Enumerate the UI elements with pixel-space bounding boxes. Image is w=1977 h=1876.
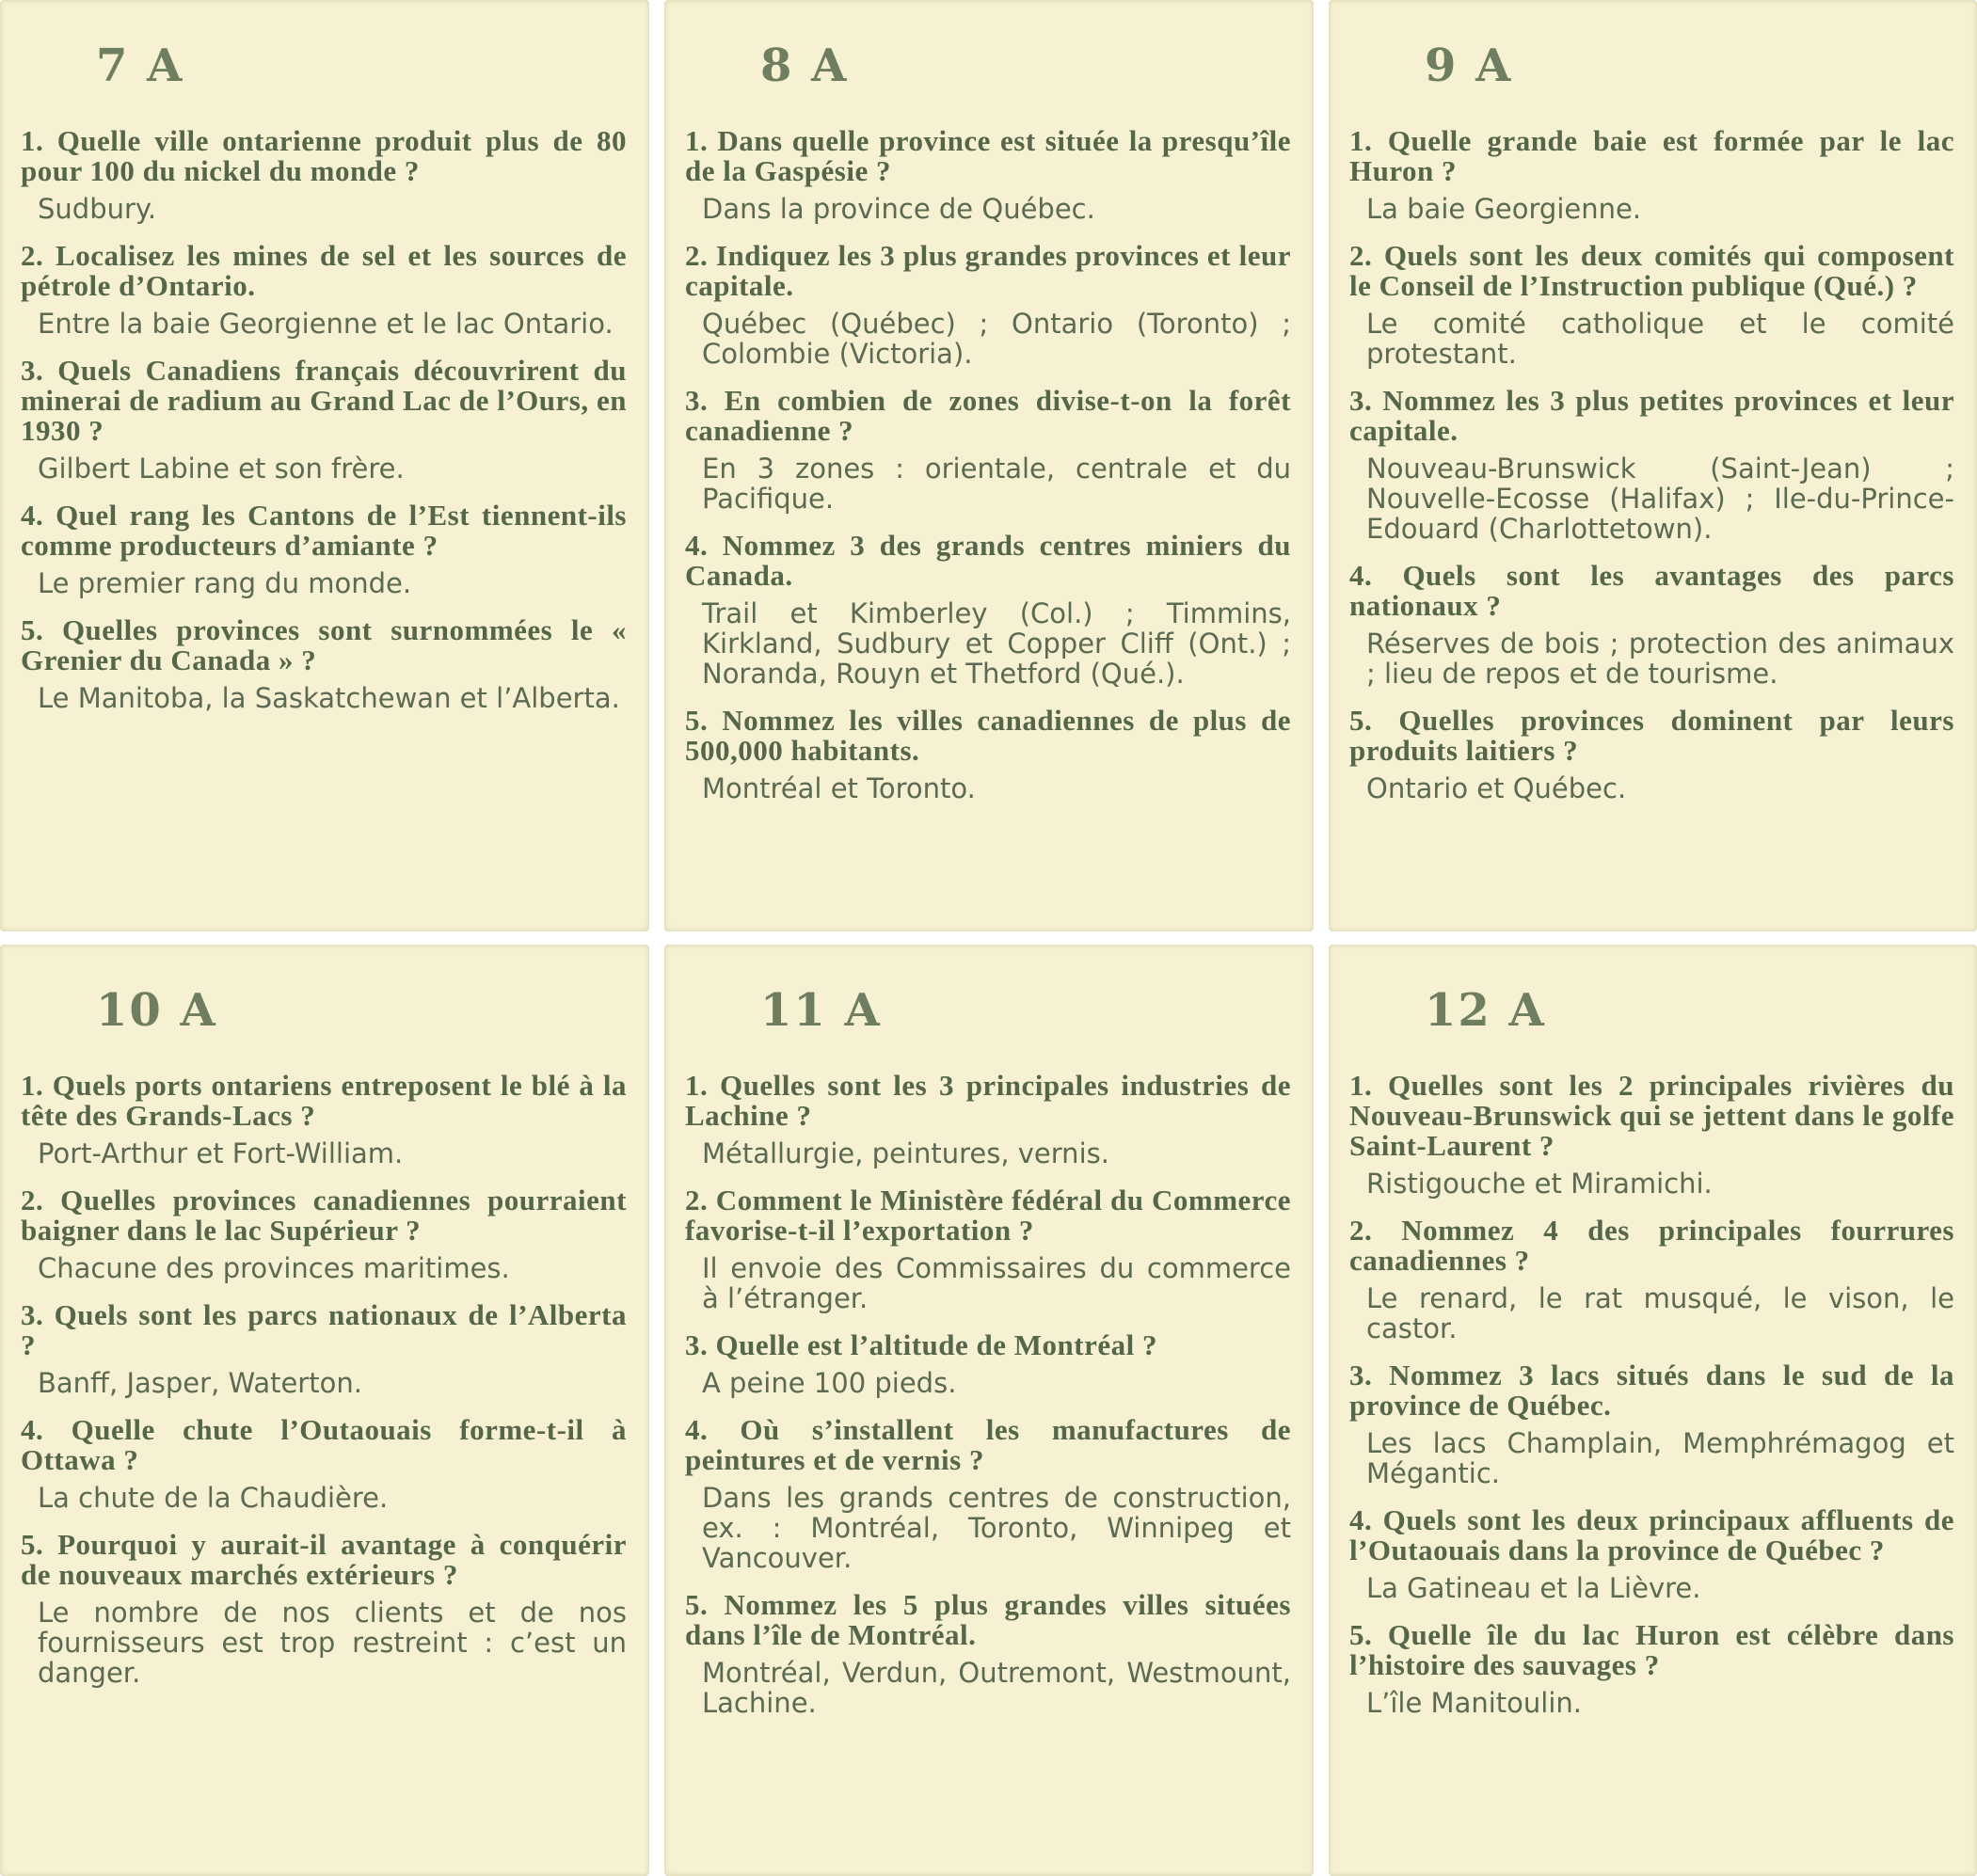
question: 2. Quels sont les deux comités qui composent le Conseil de l’Instruction publique (Qué.) ? (1349, 239, 1954, 302)
answer: Trail et Kimberley (Col.) ; Timmins, Kirkland, Sudbury et Copper Cliff (Ont.) ; Noranda, Rouyn et Thetford (Qué.). (702, 597, 1291, 690)
question: 5. Nommez les 5 plus grandes villes situées dans l’île de Montréal. (685, 1588, 1291, 1651)
qa-item (1349, 1071, 1954, 1199)
qa-item (21, 1185, 627, 1283)
card-9a (1329, 0, 1977, 931)
card-title: 8 A (760, 40, 849, 92)
answer: Réserves de bois ; protection des animaux ; lieu de repos et de tourisme. (1366, 628, 1954, 690)
question: 5. Nommez les villes canadiennes de plus de 500,000 habitants. (685, 704, 1291, 767)
question: 3. En combien de zones divise-t-on la forêt canadienne ? (685, 384, 1291, 447)
question: 2. Nommez 4 des principales fourrures canadiennes ? (1349, 1214, 1954, 1277)
qa-item (685, 1185, 1291, 1313)
qa-item (1349, 561, 1954, 689)
qa-item (1349, 126, 1954, 224)
qa-item (1349, 1505, 1954, 1603)
qa-item (1349, 1620, 1954, 1718)
answer: L’île Manitoulin. (1366, 1687, 1582, 1719)
question: 4. Quel rang les Cantons de l’Est tiennent-ils comme producteurs d’amiante ? (21, 499, 627, 562)
qa-item (21, 126, 627, 224)
qa-item (21, 1530, 627, 1688)
card-title: 10 A (96, 984, 217, 1037)
question: 1. Quelles sont les 3 principales industries de Lachine ? (685, 1069, 1291, 1132)
qa-item (21, 615, 627, 713)
question: 3. Nommez les 3 plus petites provinces et leur capitale. (1349, 384, 1954, 447)
answer: Banff, Jasper, Waterton. (38, 1367, 362, 1399)
question: 3. Quelle est l’altitude de Montréal ? (685, 1328, 1157, 1361)
qa-item (21, 1415, 627, 1513)
qa-item (685, 126, 1291, 224)
answer: Montréal et Toronto. (702, 772, 976, 804)
qa-item (21, 1071, 627, 1169)
answer: A peine 100 pieds. (702, 1367, 957, 1399)
qa-item (21, 356, 627, 484)
qa-item (685, 706, 1291, 803)
qa-item (685, 1330, 1291, 1398)
question: 2. Localisez les mines de sel et les sources de pétrole d’Ontario. (21, 239, 627, 302)
qa-item (1349, 386, 1954, 544)
question: 3. Nommez 3 lacs situés dans le sud de la province de Québec. (1349, 1359, 1954, 1422)
qa-item (685, 1590, 1291, 1718)
qa-item (21, 501, 627, 598)
card-title: 12 A (1425, 984, 1546, 1037)
card-12a (1329, 945, 1977, 1876)
question: 4. Nommez 3 des grands centres miniers du Canada. (685, 529, 1291, 592)
answer: Port-Arthur et Fort-William. (38, 1137, 404, 1169)
qa-item (1349, 706, 1954, 803)
qa-item (685, 531, 1291, 689)
qa-item (21, 241, 627, 339)
question: 1. Quelles sont les 2 principales rivières du Nouveau-Brunswick qui se jettent dans le golfe Saint-Laurent ? (1349, 1069, 1955, 1162)
answer: Entre la baie Georgienne et le lac Ontario. (38, 308, 614, 340)
qa-item (1349, 1360, 1954, 1488)
qa-item (1349, 241, 1954, 369)
answer: Montréal, Verdun, Outremont, Westmount, Lachine. (702, 1657, 1291, 1719)
question: 2. Indiquez les 3 plus grandes provinces et leur capitale. (685, 239, 1291, 302)
question: 1. Quelle ville ontarienne produit plus de 80 pour 100 du nickel du monde ? (21, 124, 627, 187)
card-title: 11 A (760, 984, 882, 1037)
answer: La chute de la Chaudière. (38, 1482, 389, 1514)
answer: Ontario et Québec. (1366, 772, 1627, 804)
answer: Ristigouche et Miramichi. (1366, 1168, 1713, 1200)
answer: Québec (Québec) ; Ontario (Toronto) ; Colombie (Victoria). (702, 308, 1291, 370)
card-7a (0, 0, 649, 931)
card-11a (664, 945, 1314, 1876)
answer: En 3 zones : orientale, centrale et du Pacifique. (702, 453, 1291, 515)
qa-item (685, 1071, 1291, 1169)
card-title: 9 A (1425, 40, 1513, 92)
question: 5. Quelles provinces dominent par leurs produits laitiers ? (1349, 704, 1954, 767)
question: 4. Où s’installent les manufactures de peintures et de vernis ? (685, 1413, 1291, 1476)
question: 5. Pourquoi y aurait-il avantage à conquérir de nouveaux marchés extérieurs ? (21, 1528, 627, 1591)
answer: Le premier rang du monde. (38, 567, 412, 599)
answer: Métallurgie, peintures, vernis. (702, 1137, 1109, 1169)
question: 4. Quels sont les deux principaux affluents de l’Outaouais dans la province de Québec ? (1349, 1503, 1954, 1566)
qa-item (685, 386, 1291, 514)
answer: Dans les grands centres de construction, ex. : Montréal, Toronto, Winnipeg et Vancouver. (702, 1482, 1291, 1574)
question: 1. Quelle grande baie est formée par le lac Huron ? (1349, 124, 1954, 187)
question: 2. Comment le Ministère fédéral du Commerce favorise-t-il l’exportation ? (685, 1184, 1291, 1247)
question: 3. Quels Canadiens français découvrirent du minerai de radium au Grand Lac de l’Ours, en 1930 ? (21, 354, 627, 447)
answer: Chacune des provinces maritimes. (38, 1252, 510, 1284)
question: 4. Quels sont les avantages des parcs nationaux ? (1349, 559, 1954, 622)
card-title: 7 A (96, 40, 184, 92)
question: 3. Quels sont les parcs nationaux de l’Alberta ? (21, 1298, 627, 1361)
card-8a (664, 0, 1314, 931)
answer: Sudbury. (38, 193, 157, 225)
answer: Les lacs Champlain, Memphrémagog et Mégantic. (1366, 1427, 1954, 1489)
question: 4. Quelle chute l’Outaouais forme-t-il à Ottawa ? (21, 1413, 627, 1476)
question: 5. Quelles provinces sont surnommées le « Grenier du Canada » ? (21, 613, 627, 676)
qa-item (21, 1300, 627, 1398)
question: 5. Quelle île du lac Huron est célèbre dans l’histoire des sauvages ? (1349, 1618, 1954, 1681)
question: 2. Quelles provinces canadiennes pourraient baigner dans le lac Supérieur ? (21, 1184, 627, 1247)
answer: Gilbert Labine et son frère. (38, 453, 405, 485)
answer: La baie Georgienne. (1366, 193, 1642, 225)
question: 1. Dans quelle province est située la presqu’île de la Gaspésie ? (685, 124, 1291, 187)
card-10a (0, 945, 649, 1876)
answer: Dans la province de Québec. (702, 193, 1095, 225)
qa-item (685, 241, 1291, 369)
answer: Le comité catholique et le comité protestant. (1366, 308, 1954, 370)
question: 1. Quels ports ontariens entreposent le blé à la tête des Grands-Lacs ? (21, 1069, 627, 1132)
qa-item (1349, 1216, 1954, 1343)
qa-item (685, 1415, 1291, 1573)
answer: Le Manitoba, la Saskatchewan et l’Alberta. (38, 682, 620, 714)
answer: Le renard, le rat musqué, le vison, le castor. (1366, 1282, 1954, 1344)
answer: Nouveau-Brunswick (Saint-Jean) ; Nouvelle-Ecosse (Halifax) ; Ile-du-Prince-Edouard (Charlottetown). (1366, 453, 1954, 545)
answer: Il envoie des Commissaires du commerce à l’étranger. (702, 1252, 1291, 1314)
answer: Le nombre de nos clients et de nos fournisseurs est trop restreint : c’est un danger. (38, 1597, 627, 1689)
answer: La Gatineau et la Lièvre. (1366, 1572, 1701, 1604)
